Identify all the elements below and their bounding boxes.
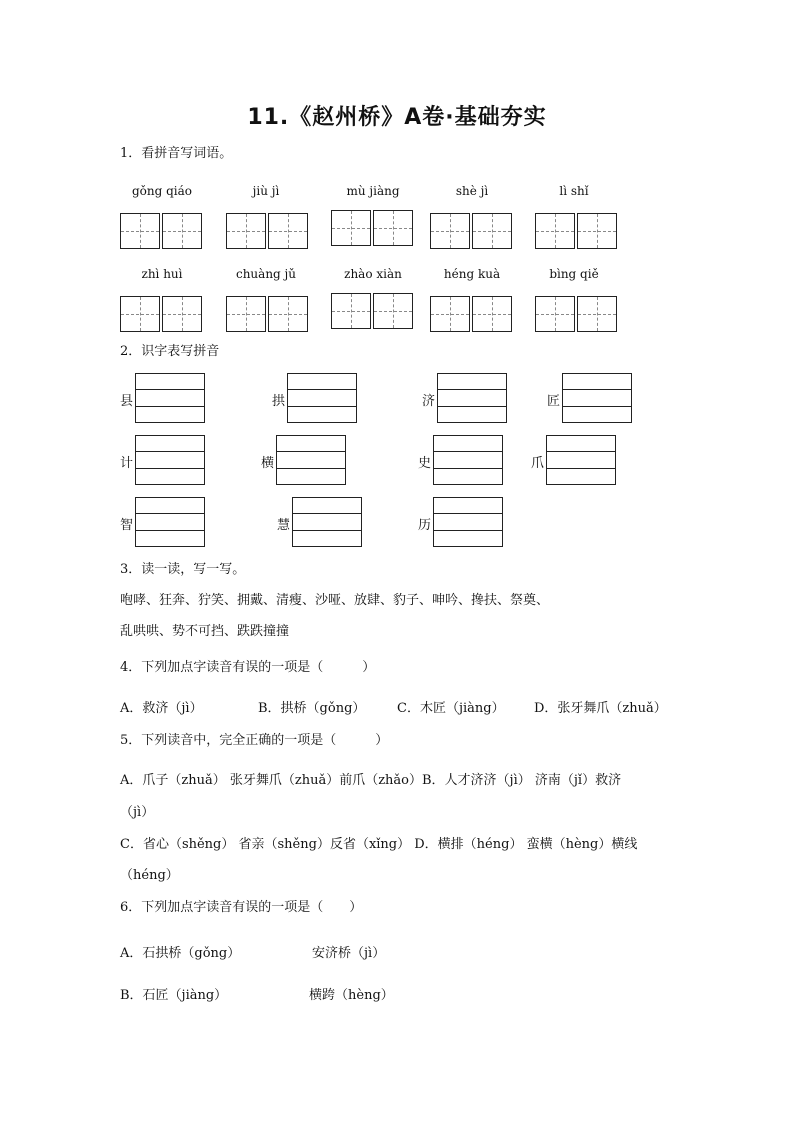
pinyin-lines[interactable] — [135, 373, 205, 423]
writing-grid[interactable] — [535, 296, 617, 332]
pinyin-label: shè jì — [455, 184, 489, 198]
char-label: 慧 — [277, 518, 291, 533]
pinyin-label: bìng qiě — [549, 267, 599, 281]
pinyin-label: mù jiàng — [346, 184, 400, 198]
option-line[interactable]: C．省心（shěng） 省亲（shěng）反省（xǐng） D．横排（héng） 蛮横（hèng）横线 — [120, 837, 638, 852]
writing-grid[interactable] — [226, 296, 308, 332]
pinyin-lines[interactable] — [135, 435, 205, 485]
option-b[interactable]: B．石匠（jiàng） — [120, 988, 228, 1003]
writing-grid[interactable] — [226, 213, 308, 249]
writing-grid[interactable] — [120, 213, 202, 249]
pinyin-label: lì shǐ — [559, 184, 589, 198]
option-b[interactable]: B．拱桥（gǒng） — [258, 701, 366, 716]
word-list-line: 咆哮、狂奔、狞笑、拥戴、清瘦、沙哑、放肆、豹子、呻吟、搀扶、祭奠、 — [120, 593, 550, 608]
char-label: 计 — [120, 456, 134, 471]
word-list-line: 乱哄哄、势不可挡、跌跌撞撞 — [120, 624, 290, 639]
question-5-label: 5．下列读音中，完全正确的一项是（ ） — [120, 733, 389, 748]
option-a[interactable]: A．石拱桥（gǒng） — [120, 946, 241, 961]
char-label: 史 — [418, 456, 432, 471]
char-label: 拱 — [272, 394, 286, 409]
writing-grid[interactable] — [430, 296, 512, 332]
pinyin-lines[interactable] — [437, 373, 507, 423]
pinyin-label: héng kuà — [443, 267, 501, 281]
pinyin-lines[interactable] — [287, 373, 357, 423]
pinyin-lines[interactable] — [292, 497, 362, 547]
question-2-label: 2．识字表写拼音 — [120, 344, 220, 359]
pinyin-lines[interactable] — [433, 435, 503, 485]
char-label: 匠 — [547, 394, 561, 409]
question-1-label: 1．看拼音写词语。 — [120, 146, 233, 161]
writing-grid[interactable] — [430, 213, 512, 249]
pinyin-label: jiù jì — [252, 184, 280, 198]
option-line[interactable]: （jì） — [120, 805, 155, 820]
question-6-label: 6．下列加点字读音有误的一项是（ ） — [120, 900, 363, 915]
page-title: 11.《赵州桥》A卷·基础夯实 — [247, 105, 547, 130]
pinyin-lines[interactable] — [276, 435, 346, 485]
option-a[interactable]: A．救济（jì） — [120, 701, 203, 716]
pinyin-label: zhào xiàn — [344, 267, 402, 281]
pinyin-label: chuàng jǔ — [235, 267, 296, 281]
char-label: 历 — [418, 518, 432, 533]
char-label: 县 — [120, 394, 134, 409]
option-c[interactable]: C．木匠（jiàng） — [397, 701, 505, 716]
pinyin-lines[interactable] — [546, 435, 616, 485]
question-4-label: 4．下列加点字读音有误的一项是（ ） — [120, 660, 376, 675]
writing-grid[interactable] — [331, 293, 413, 329]
writing-grid[interactable] — [120, 296, 202, 332]
writing-grid[interactable] — [331, 210, 413, 246]
question-3-label: 3．读一读，写一写。 — [120, 562, 246, 577]
pinyin-lines[interactable] — [433, 497, 503, 547]
char-label: 爪 — [531, 456, 545, 471]
option-d[interactable]: D．张牙舞爪（zhuǎ） — [534, 701, 667, 716]
writing-grid[interactable] — [535, 213, 617, 249]
option-b-second: 横跨（hèng） — [309, 988, 394, 1003]
pinyin-label: gǒng qiáo — [131, 184, 193, 198]
pinyin-lines[interactable] — [562, 373, 632, 423]
char-label: 济 — [422, 394, 436, 409]
option-line[interactable]: A．爪子（zhuǎ） 张牙舞爪（zhuǎ）前爪（zhǎo）B．人才济济（jì） 济南（jǐ）救济 — [120, 773, 622, 788]
pinyin-label: zhì huì — [141, 267, 183, 281]
pinyin-lines[interactable] — [135, 497, 205, 547]
char-label: 智 — [120, 518, 134, 533]
option-line[interactable]: （héng） — [120, 868, 179, 883]
char-label: 横 — [261, 456, 275, 471]
option-a-second: 安济桥（jì） — [312, 946, 386, 961]
